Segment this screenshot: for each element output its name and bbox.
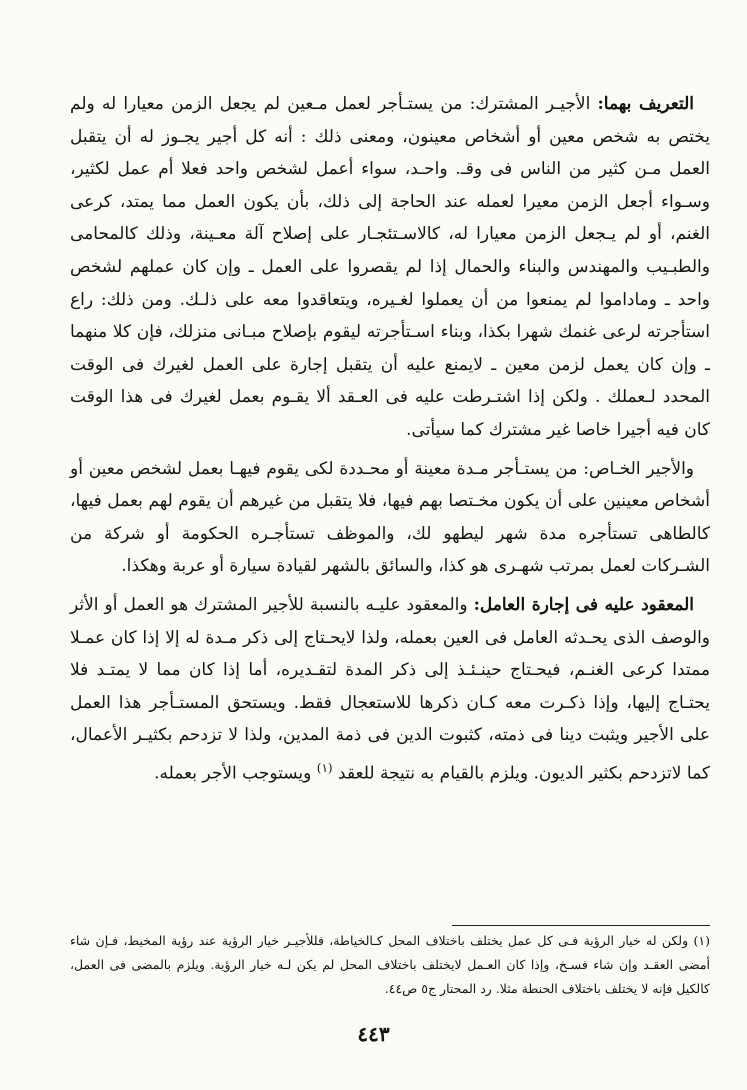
footnote-ref: (١) xyxy=(316,760,333,775)
section-heading-contract-subject: المعقود عليه فى إجارة العامل: xyxy=(473,594,694,615)
page-body xyxy=(70,88,710,790)
page-number: ٤٤٣ xyxy=(357,1022,390,1046)
paragraph-contract-subject xyxy=(70,589,710,790)
paragraph-text: والمعقود عليـه بالنسبة للأجير المشترك هو العمل أو الأثر والوصف الذى يحـدثه العامل فى العين بعمله، ولذا لايحـتاج إلى ذكر مـدة له إلا إذا كان عمـلا ممتدا كرعى الغنـم، فيحـتاج حينـئـذ إلى ذكر المدة لتقـديره، أما إذا كان مما لا يمتـد فلا يحتـاج إليها، وإذا ذكـرت معه كـان ذكرها للاستعجال فقط. ويستحق المستـأجر هذا العمل على الأجير ويثبت دينا فى ذمته، كثبوت الدين فى ذمة المدين، ولذا لا تزدحم بكثيـر الأعمال، كما لاتزدحم بكثير الديون. ويلزم بالقيام به نتيجة للعقد xyxy=(70,594,710,784)
footnote-divider xyxy=(452,925,710,926)
paragraph-definition xyxy=(70,88,710,447)
paragraph-text: والأجير الخـاص: من يستـأجر مـدة معينة أو محـددة لكى يقوم فيهـا بعمل لشخص معين أو أشخاص معينين على أن يكون مخـتصا بهم فيها، فلا يتقبل من غيرهم أن يقوم لهم بعمل فيها، كالطاهى تستأجره مدة شهر ليطهو لك، والموظف تستأجـره الحكومة أو شركة من الشـركات لعمل بمرتب شهـرى هو كذا، والسائق بالشهر لقيادة سيارة أو عربة وهكذا. xyxy=(70,458,710,577)
section-heading-definition: التعريف بهما: xyxy=(597,94,694,114)
footnote: (١) ولكن له خيار الرؤية فـى كل عمل يختلف باختلاف المحل كـالخياطة، فللأجيـر خيار الرؤية عند رؤية المخيط، فـإن شاء أمضى العقـد وإن شاء فسـخ، وإذا كان العـمل لايختلف باختلاف المحل لم يكن لـه خيار الرؤية. ويلزم بالمضى فى العمل، كالكيل فإنه لا يختلف باختلاف الحنطة مثلا. رد المحتار ج٥ ص٤٤. xyxy=(70,933,710,996)
paragraph-text: الأجيـر المشترك: من يستـأجر لعمل مـعين لم يجعل الزمن معيارا له ولم يختص به شخص معين أو أشخاص معينون، ومعنى ذلك : أنه كل أجير يجـوز له أن يتقبل العمل مـن كثير من الناس فى وقـ. واحـد، سواء أعمل لشخص واحد فعلا أم عمل لكثير، وسـواء أجعل الزمن معيرا لعمله عند الحاجة إلى ذلك، بأن يكون العمل مما يمتد، كرعى الغنم، أو لم يـجعل الزمن معيارا له، كالاسـتئجـار على إصلاح آلة معـينة، وذلك كالمحامى والطبـيب والمهندس والبناء والحمال إذا لم يقصروا على العمل ـ وإن كان عملهم لشخص واحد ـ وماداموا لم يمنعوا من أن يعملوا لغـيره، ويتعاقدوا معه على ذلـك. ومن ذلك: راع استأجرته لرعى غنمك شهرا بكذا، وبناء اسـتأجرته ليقوم بإصلاح مبـانى منزلك، فإن كلا منهما ـ وإن كان يعمل لزمن معين ـ لايمنع عليه أن يتقبل إجارة على العمل لغيرك فى الوقت المحدد لـعملك . ولكن إذا اشتـرطت عليه فى العـقد ألا يقـوم بعمل لغيرك فى هذا الوقت كان فيه أجيرا خاصا غير مشترك كما سيأتى. xyxy=(70,94,711,440)
paragraph-text-end: ويستوجب الأجر بعمله. xyxy=(154,763,317,784)
paragraph-private-worker xyxy=(70,453,710,583)
